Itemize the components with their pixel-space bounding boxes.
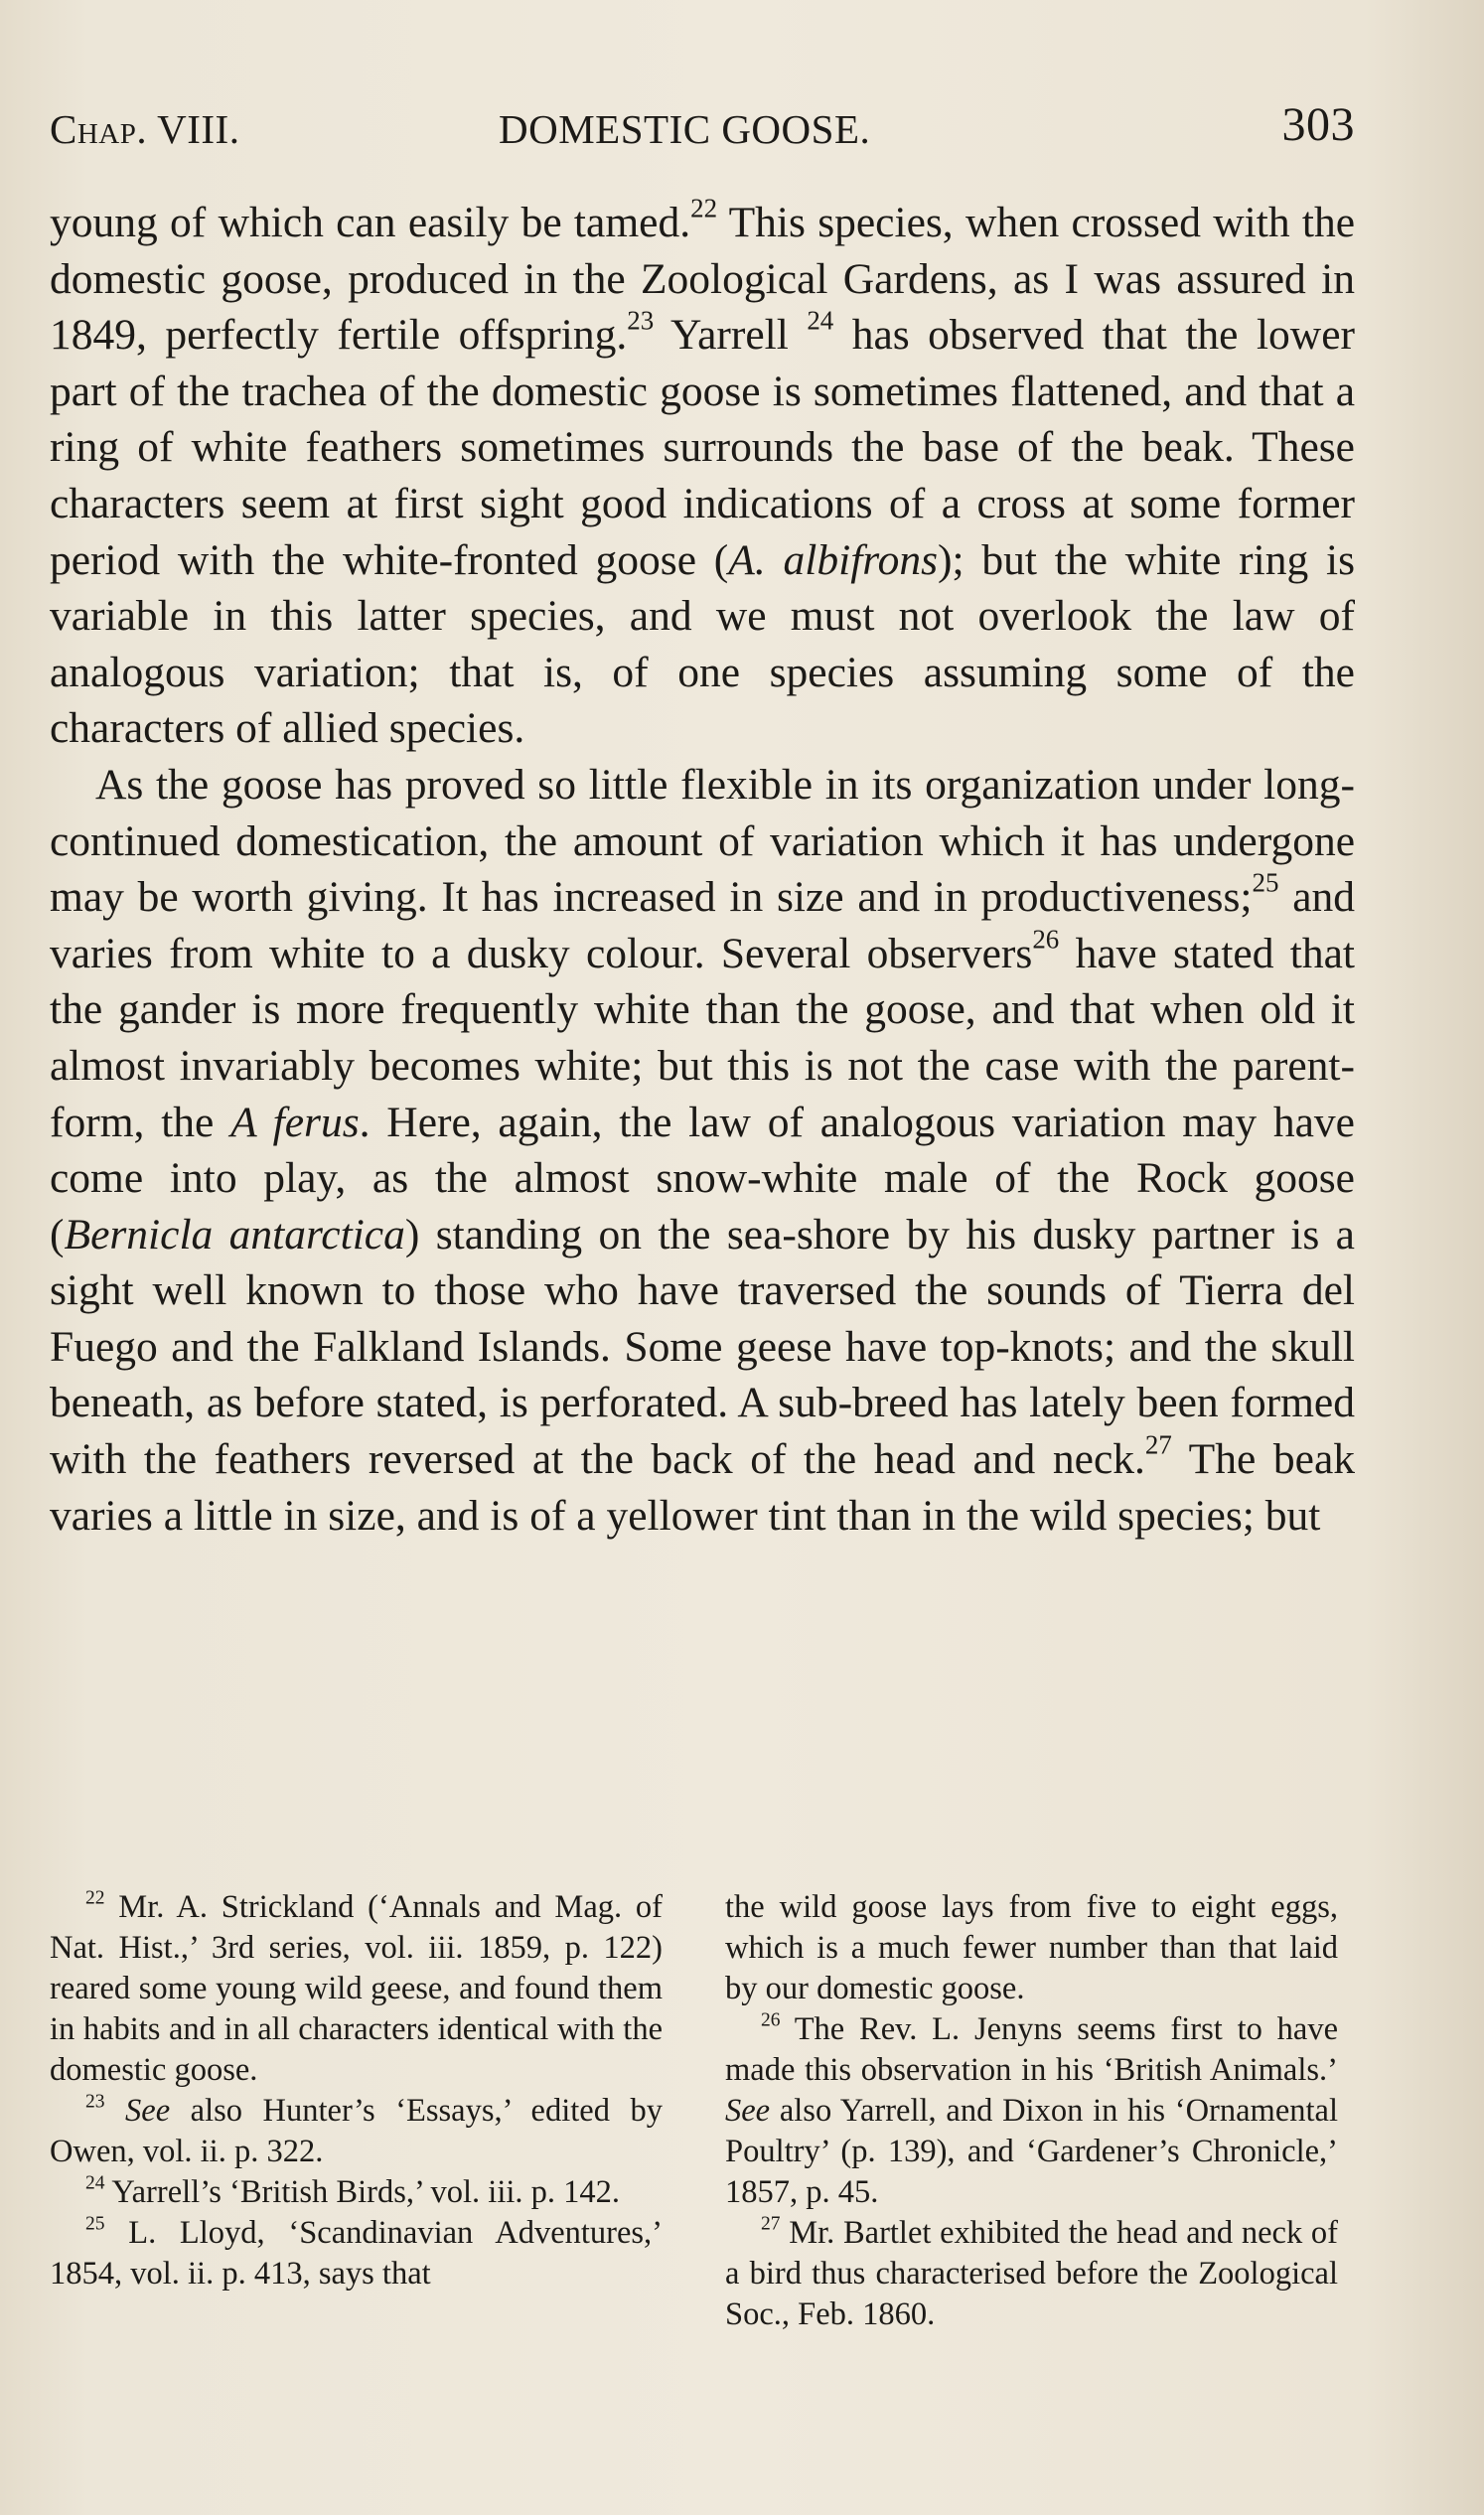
footnote-number: 26	[761, 2009, 781, 2031]
footnote-23	[50, 2091, 663, 2172]
text-run: As the goose has proved so little flexible in its organization under long-continued domestication, the amount of variation which it has undergone may be worth giving. It has increased in size and in productiveness;	[50, 760, 1355, 922]
running-header	[50, 97, 1355, 157]
footnote-ref-22: 22	[690, 193, 718, 223]
text-run: ); but the white ring is variable in this latter species, and we must not overlook the law of analogous variation; that is, of one species assuming some of the characters of allied species.	[50, 535, 1356, 753]
footnote-text: Mr. A. Strickland (‘Annals and Mag. of Nat. Hist.,’ 3rd series, vol. iii. 1859, p. 122) reared some young wild geese, and found them in habits and in all characters identical with the domestic goose.	[50, 1889, 663, 2088]
text-run: ) standing on the sea-shore by his dusky partner is a sight well known to those who have traversed the sounds of Tierra del Fuego and the Falkland Islands. Some geese have top-knots; and the skull beneath, as before stated, is perforated. A sub-breed has lately been formed with the feathers reversed at the back of the head and neck.	[50, 1210, 1355, 1484]
page-number: 303	[1281, 98, 1355, 151]
footnote-25-continued	[725, 1887, 1338, 2009]
footnote-text: Yarrell’s ‘British Birds,’ vol. iii. p. 142.	[104, 2174, 621, 2210]
footnote-text: L. Lloyd, ‘Scandinavian Adventures,’ 1854, vol. ii. p. 413, says that	[50, 2215, 663, 2292]
footnote-ref-25: 25	[1252, 867, 1279, 898]
footnote-number: 22	[85, 1887, 105, 1909]
footnote-text: also Yarrell, and Dixon in his ‘Ornamental Poultry’ (p. 139), and ‘Gardener’s Chronicle,’ 1857, p. 45.	[725, 2093, 1338, 2210]
footnote-ref-27: 27	[1144, 1429, 1172, 1460]
paragraph-1	[50, 195, 1355, 757]
footnote-27	[725, 2213, 1338, 2335]
footnote-ref-24: 24	[807, 305, 834, 336]
species-name-italic: A ferus	[230, 1098, 360, 1146]
footnote-number: 23	[85, 2091, 105, 2113]
paragraph-2	[50, 757, 1355, 1544]
text-run: . Here, again, the law of analogous variation may have come into play, as the almost snow-white male of the Rock goose (	[50, 1098, 1355, 1258]
footnote-ref-23: 23	[627, 305, 655, 336]
footnote-22	[50, 1887, 663, 2091]
footnote-text: the wild goose lays from five to eight eggs, which is a much fewer number than that laid by our domestic goose.	[725, 1889, 1338, 2006]
text-run: has observed that the lower part of the trachea of the domestic goose is sometimes flattened, and that a ring of white feathers sometimes surrounds the base of the beak. These characters seem at first sight good indications of a cross at some former period with the white-fronted goose (	[50, 311, 1355, 584]
species-name-italic: Bernicla antarctica	[64, 1210, 405, 1258]
text-run: young of which can easily be tamed.	[50, 199, 691, 246]
footnote-26	[725, 2009, 1338, 2213]
footnote-number: 27	[761, 2213, 781, 2235]
footnote-column-left	[50, 1887, 663, 2294]
running-title: DOMESTIC GOOSE.	[499, 106, 871, 152]
footnote-italic: See	[125, 2093, 171, 2129]
footnote-ref-26: 26	[1032, 924, 1060, 955]
species-name-italic: A. albifrons	[728, 535, 939, 584]
text-run: This species, when crossed with the domestic goose, produced in the Zoological Gardens, as I was assured in 1849, perfectly fertile offspring.	[50, 199, 1356, 360]
text-run: Yarrell	[654, 311, 808, 360]
chapter-label: Chap. VIII.	[50, 106, 240, 152]
footnote-italic: See	[725, 2093, 771, 2129]
footnote-number: 25	[85, 2213, 105, 2235]
footnote-25	[50, 2213, 663, 2294]
text-run: and varies from white to a dusky colour. Several observers	[50, 873, 1355, 977]
main-text	[50, 195, 1355, 1544]
footnote-text: The Rev. L. Jenyns seems first to have made this observation in his ‘British Animals.’	[725, 2011, 1338, 2088]
text-run: The beak varies a little in size, and is of a yellower tint than in the wild species; but	[50, 1435, 1355, 1540]
footnote-text: also Hunter’s ‘Essays,’ edited by Owen, vol. ii. p. 322.	[50, 2093, 663, 2169]
footnote-number: 24	[85, 2172, 105, 2194]
footnote-column-right	[725, 1887, 1338, 2335]
text-run: have stated that the gander is more frequently white than the goose, and that when old it almost invariably becomes white; but this is not the case with the parent-form, the	[50, 929, 1356, 1146]
footnote-text: Mr. Bartlet exhibited the head and neck of a bird thus characterised before the Zoological Soc., Feb. 1860.	[725, 2215, 1338, 2332]
footnote-24	[50, 2172, 663, 2213]
